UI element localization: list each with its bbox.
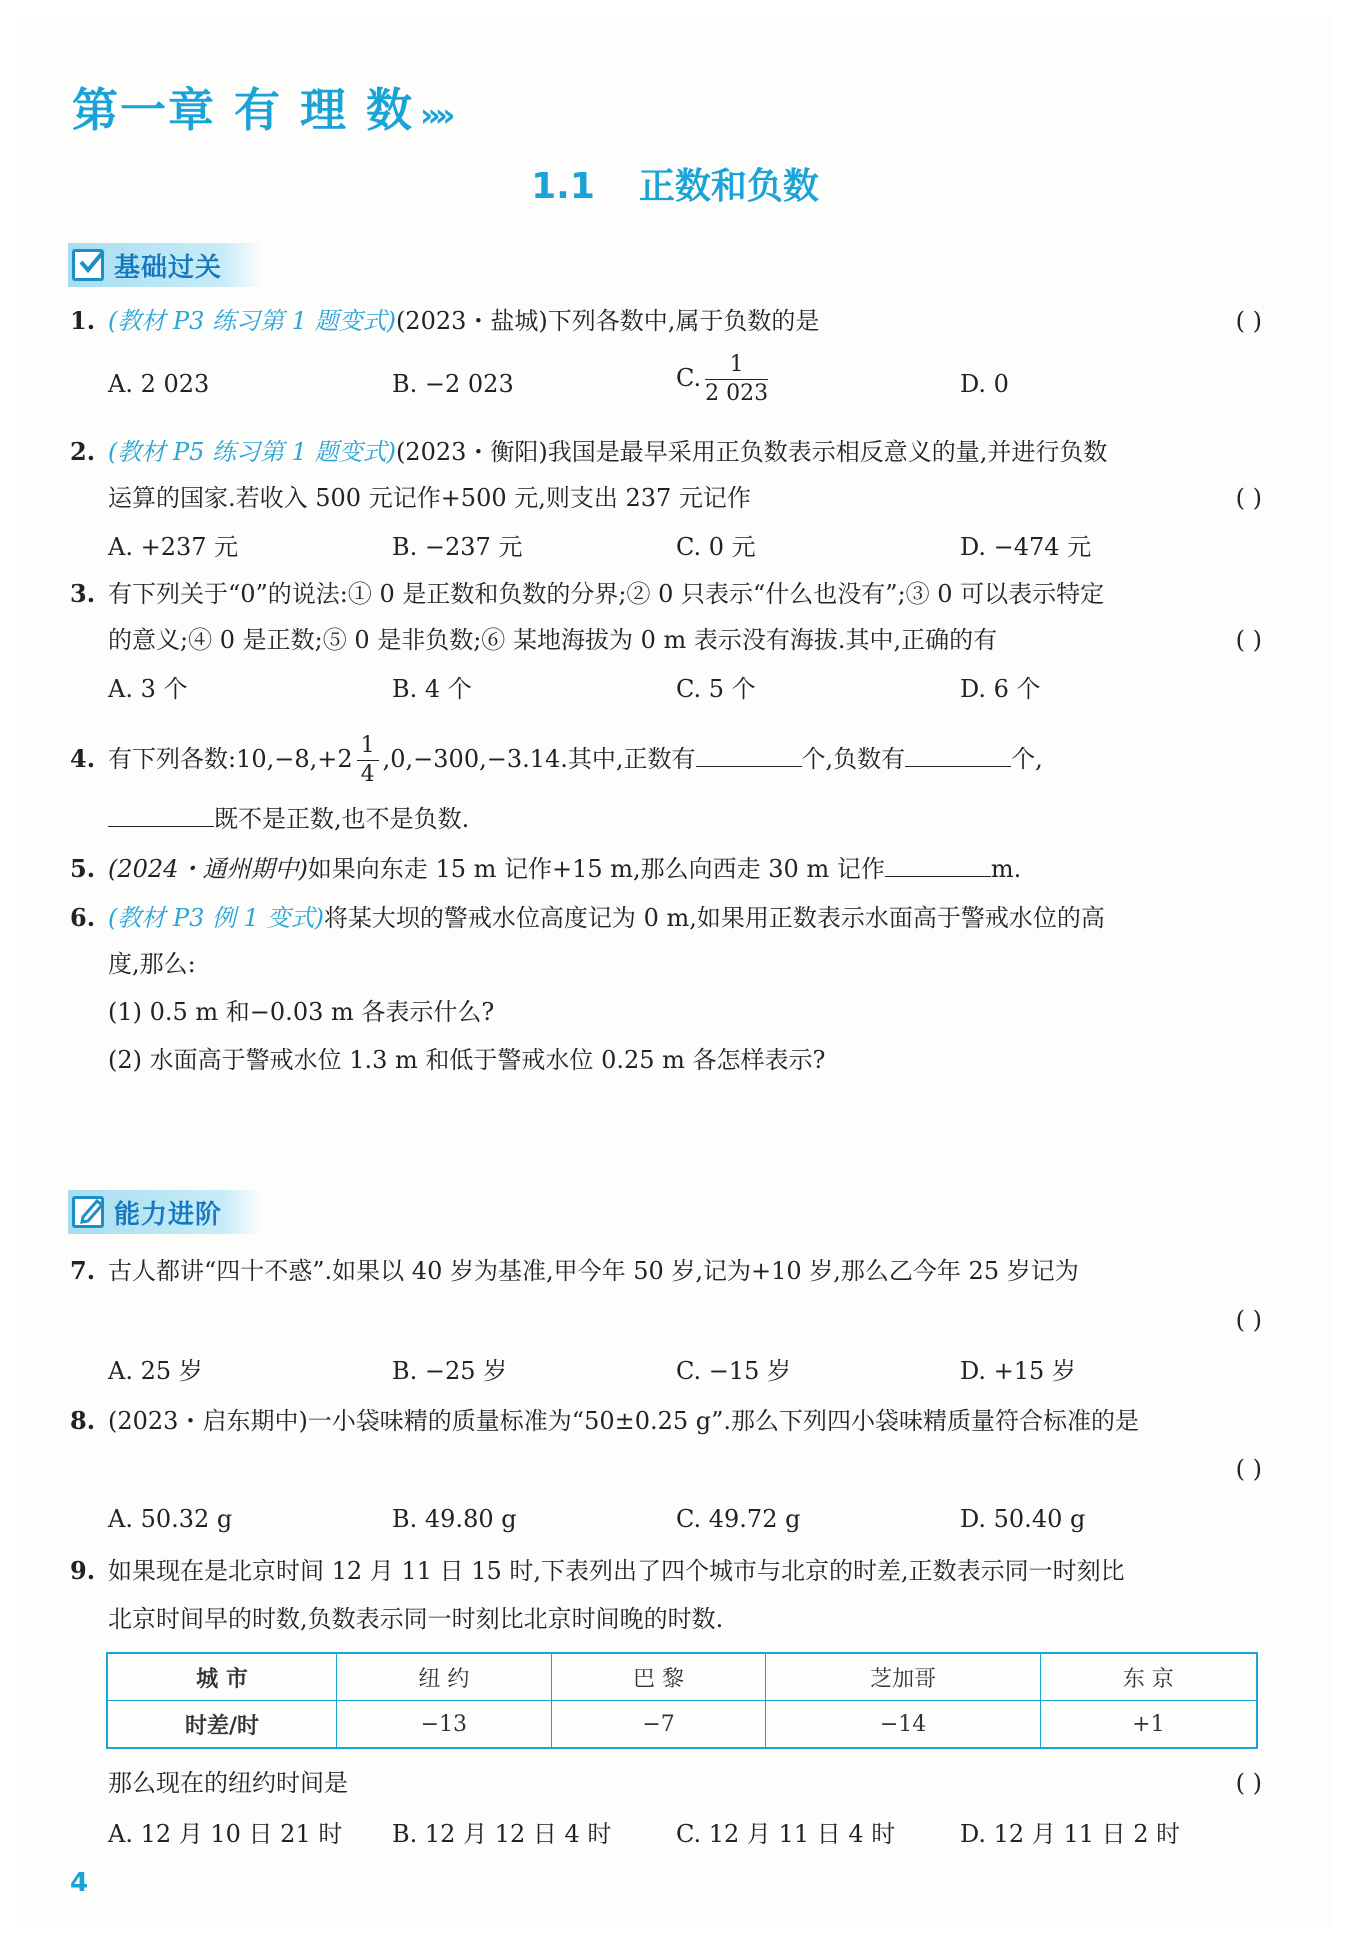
question-6-sub1: (1) 0.5 m 和−0.03 m 各表示什么? [108, 998, 495, 1026]
answer-bracket: ( ) [1235, 626, 1262, 654]
option-b: B. 12 月 12 日 4 时 [392, 1820, 612, 1848]
question-5: 5. (2024・通州期中)如果向东走 15 m 记作+15 m,那么向西走 30 m 记作 m. [70, 846, 1262, 892]
section-banner-basic: 基础过关 [68, 243, 262, 287]
answer-bracket: ( ) [1235, 484, 1262, 512]
table-cell: 纽 约 [337, 1653, 552, 1701]
table-cell: −7 [551, 1701, 766, 1749]
option-d: D. 6 个 [960, 675, 1041, 703]
checkbox-icon [72, 249, 104, 281]
answer-bracket: ( ) [1235, 1306, 1262, 1334]
option-a: A. 50.32 g [108, 1505, 233, 1533]
question-3-line2: 的意义;④ 0 是正数;⑤ 0 是非负数;⑥ 某地海拔为 0 m 表示没有海拔.其中,正确的有 ( ) [70, 617, 1262, 663]
table-header-cell: 城 市 [107, 1653, 337, 1701]
fraction: $\frac{1}{2 023}$ [705, 352, 769, 406]
section-banner-advanced: 能力进阶 [68, 1190, 262, 1234]
option-d: D. 0 [960, 370, 1009, 398]
time-difference-table [106, 1652, 1258, 1749]
question-9-line2: 北京时间早的时数,负数表示同一时刻比北京时间晚的时数. [108, 1605, 724, 1633]
table-cell: −14 [766, 1701, 1040, 1749]
chevron-icon: » [420, 96, 435, 134]
table-cell: −13 [337, 1701, 552, 1749]
question-9: 9. 如果现在是北京时间 12 月 11 日 15 时,下表列出了四个城市与北京的时差,正数表示同一时刻比 [70, 1556, 1125, 1585]
option-d: D. +15 岁 [960, 1357, 1076, 1385]
section-number: 1.1 [531, 166, 595, 207]
option-a: A. 2 023 [108, 370, 210, 398]
table-row [107, 1701, 1257, 1749]
answer-blank[interactable] [108, 796, 214, 827]
question-6: 6. (教材 P3 例 1 变式)将某大坝的警戒水位高度记为 0 m,如果用正数表示水面高于警戒水位的高 [70, 903, 1105, 932]
option-c: C. 49.72 g [676, 1505, 801, 1533]
answer-bracket: ( ) [1235, 307, 1262, 335]
table-cell: 芝加哥 [766, 1653, 1040, 1701]
question-2: 2. (教材 P5 练习第 1 题变式)(2023・衡阳)我国是最早采用正负数表示相反意义的量,并进行负数 [70, 437, 1108, 466]
question-6-sub2: (2) 水面高于警戒水位 1.3 m 和低于警戒水位 0.25 m 各怎样表示? [108, 1046, 826, 1074]
pencil-icon [72, 1196, 104, 1228]
question-1: 1. (教材 P3 练习第 1 题变式)(2023・盐城)下列各数中,属于负数的是 ( ) [70, 298, 1262, 344]
option-b: B. 4 个 [392, 675, 472, 703]
option-c: C. $\frac{1}{2 023}$ [676, 352, 769, 406]
answer-blank[interactable] [696, 736, 802, 767]
answer-bracket: ( ) [1235, 1769, 1262, 1797]
option-a: A. 25 岁 [108, 1357, 203, 1385]
question-4: 4. 有下列各数:10,−8,+2 $\frac{1}{4}$ ,0,−300,−3.14.其中,正数有 个,负数有 个, [70, 733, 1043, 787]
option-a: A. +237 元 [108, 533, 239, 561]
option-d: D. 12 月 11 日 2 时 [960, 1820, 1181, 1848]
table-cell: +1 [1040, 1701, 1257, 1749]
table-cell: 东 京 [1040, 1653, 1257, 1701]
option-b: B. −2 023 [392, 370, 514, 398]
fraction: $\frac{1}{4}$ [357, 735, 379, 786]
answer-bracket: ( ) [1235, 1455, 1262, 1483]
table-header-cell: 时差/时 [107, 1701, 337, 1749]
option-c: C. −15 岁 [676, 1357, 792, 1385]
option-b: B. −25 岁 [392, 1357, 508, 1385]
option-c: C. 5 个 [676, 675, 756, 703]
section-title [0, 158, 1350, 209]
option-c: C. 0 元 [676, 533, 756, 561]
question-4-line2: 既不是正数,也不是负数. [70, 796, 1262, 842]
option-b: B. 49.80 g [392, 1505, 517, 1533]
option-b: B. −237 元 [392, 533, 523, 561]
section-name: 正数和负数 [638, 166, 819, 207]
answer-blank[interactable] [885, 846, 991, 877]
table-row [107, 1653, 1257, 1701]
chapter-title: 第一章 有 理 数 »» [72, 83, 448, 137]
table-cell: 巴 黎 [551, 1653, 766, 1701]
option-c: C. 12 月 11 日 4 时 [676, 1820, 896, 1848]
option-d: D. 50.40 g [960, 1505, 1086, 1533]
question-6-line2: 度,那么: [108, 950, 196, 978]
question-9-prompt: 那么现在的纽约时间是 ( ) [70, 1760, 1262, 1806]
question-3: 3. 有下列关于“0”的说法:① 0 是正数和负数的分界;② 0 只表示“什么也没有”;③ 0 可以表示特定 [70, 579, 1105, 608]
page-number: 4 [70, 1868, 89, 1898]
option-a: A. 12 月 10 日 21 时 [108, 1820, 343, 1848]
question-8: 8. (2023・启东期中)一小袋味精的质量标准为“50±0.25 g”.那么下列四小袋味精质量符合标准的是 [70, 1406, 1140, 1435]
question-7: 7. 古人都讲“四十不惑”.如果以 40 岁为基准,甲今年 50 岁,记为+10 岁,那么乙今年 25 岁记为 [70, 1256, 1079, 1285]
answer-blank[interactable] [905, 736, 1011, 767]
option-d: D. −474 元 [960, 533, 1092, 561]
option-a: A. 3 个 [108, 675, 188, 703]
question-2-line2: 运算的国家.若收入 500 元记作+500 元,则支出 237 元记作 ( ) [70, 475, 1262, 521]
